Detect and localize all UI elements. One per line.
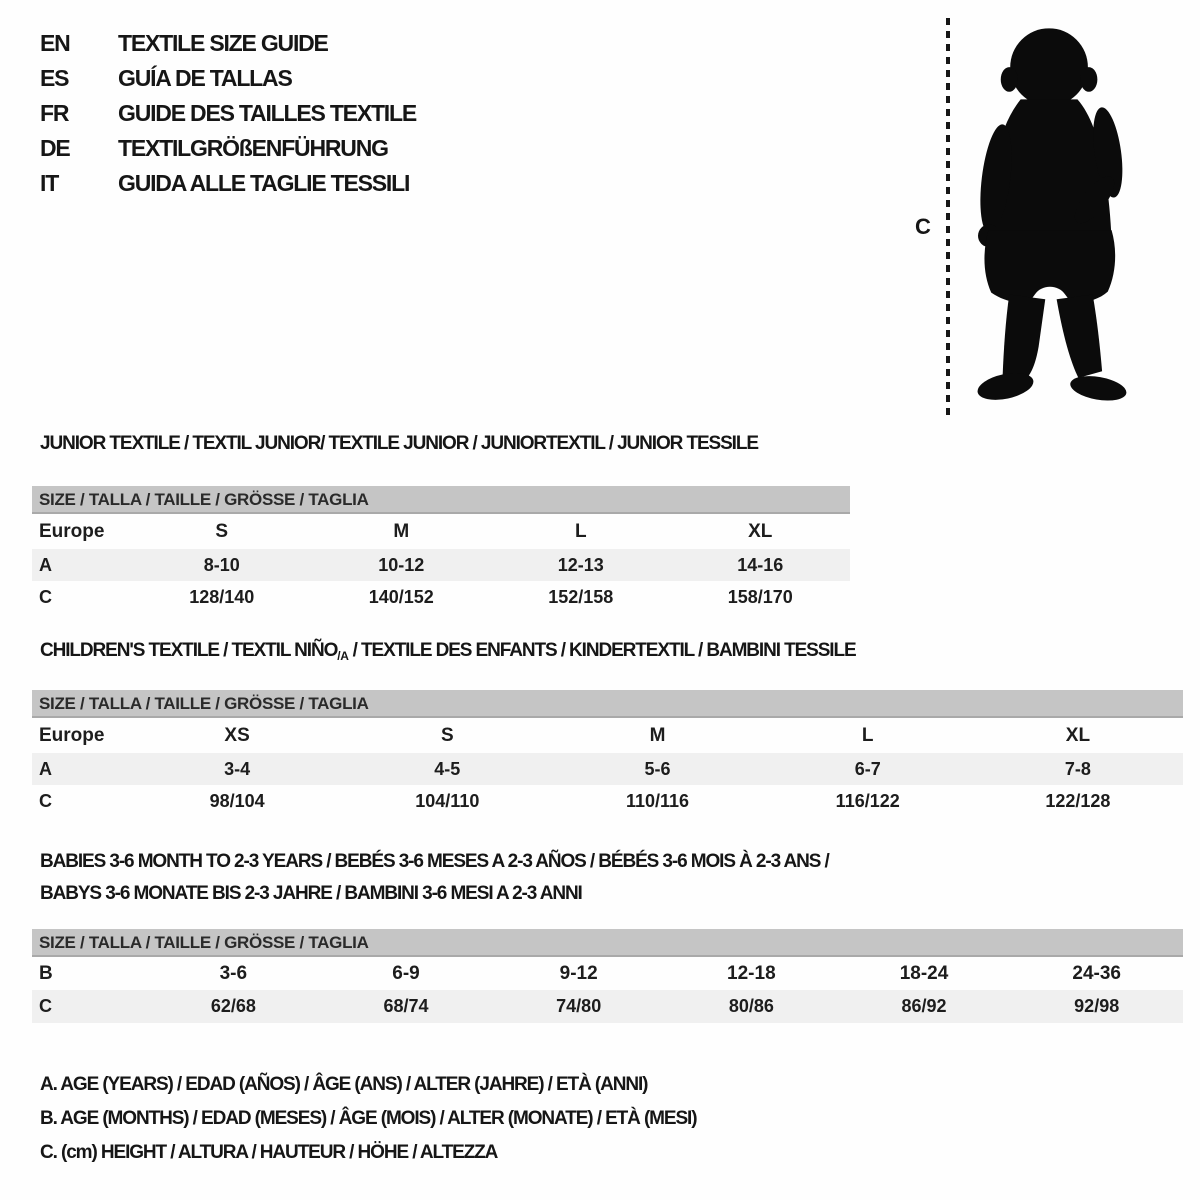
height-cell: 80/86 xyxy=(728,996,774,1016)
height-cell: 98/104 xyxy=(209,790,265,811)
height-cell: 152/158 xyxy=(548,586,614,607)
lang-title: GUIDE DES TAILLES TEXTILE xyxy=(118,100,416,126)
junior-section-heading: JUNIOR TEXTILE / TEXTIL JUNIOR/ TEXTILE JUNIOR / JUNIORTEXTIL / JUNIOR TESSILE xyxy=(40,433,758,454)
age-cell: 10-12 xyxy=(378,554,425,575)
height-cell: 74/80 xyxy=(556,996,602,1016)
height-cell: 104/110 xyxy=(415,790,480,811)
age-cell: 8-10 xyxy=(203,554,240,575)
legend-line-age-months: B. AGE (MONTHS) / EDAD (MESES) / ÂGE (MOIS) / ALTER (MONATE) / ETÀ (MESI) xyxy=(40,1108,697,1129)
months-cell: 24-36 xyxy=(1072,962,1121,984)
age-cell: 12-13 xyxy=(557,554,604,575)
height-cell: 86/92 xyxy=(901,996,947,1016)
childrens-heading-post: / TEXTILE DES ENFANTS / KINDERTEXTIL / BAMBINI TESSILE xyxy=(348,640,856,661)
region-label: Europe xyxy=(39,724,105,746)
age-cell: 6-7 xyxy=(854,758,881,779)
months-cell: 9-12 xyxy=(559,962,598,984)
height-cell: 116/122 xyxy=(835,790,900,811)
months-cell: 3-6 xyxy=(219,962,248,984)
size-column-header: S xyxy=(440,724,454,746)
childrens-heading-sub: /A xyxy=(337,649,349,663)
junior-size-table xyxy=(32,486,850,613)
row-label: B xyxy=(39,962,53,984)
lang-row-en xyxy=(40,26,416,61)
childrens-section-heading xyxy=(40,640,856,667)
age-cell: 5-6 xyxy=(644,758,671,779)
childrens-height-row xyxy=(32,785,1183,817)
junior-height-row xyxy=(32,581,850,613)
height-cell: 92/98 xyxy=(1074,996,1120,1016)
legend-line-height: C. (cm) HEIGHT / ALTURA / HAUTEUR / HÖHE / ALTEZZA xyxy=(40,1142,498,1163)
lang-row-it xyxy=(40,166,416,201)
lang-title: GUIDA ALLE TAGLIE TESSILI xyxy=(118,170,410,196)
lang-code: IT xyxy=(40,170,59,196)
childrens-columns-row xyxy=(32,718,1183,753)
months-cell: 6-9 xyxy=(392,962,420,984)
lang-code: EN xyxy=(40,30,70,56)
lang-title: TEXTILE SIZE GUIDE xyxy=(118,30,328,56)
height-cell: 110/116 xyxy=(625,790,690,811)
height-cell: 158/170 xyxy=(727,586,793,607)
height-cell: 122/128 xyxy=(1045,790,1111,811)
row-label: C xyxy=(39,996,52,1016)
childrens-size-table xyxy=(32,690,1183,817)
babies-section-heading-line2: BABYS 3-6 MONATE BIS 2-3 JAHRE / BAMBINI 3-6 MESI A 2-3 ANNI xyxy=(40,883,582,904)
lang-row-es xyxy=(40,61,416,96)
height-cell: 68/74 xyxy=(383,996,429,1016)
lang-title: GUÍA DE TALLAS xyxy=(118,65,292,91)
lang-code: DE xyxy=(40,135,70,161)
legend-block xyxy=(40,1068,696,1170)
lang-title: TEXTILGRÖßENFÜHRUNG xyxy=(118,135,388,161)
babies-size-table xyxy=(32,929,1183,1023)
lang-row-fr xyxy=(40,96,416,131)
height-measure-label: C xyxy=(915,214,931,239)
lang-row-de xyxy=(40,131,416,166)
size-column-header: XL xyxy=(748,520,773,542)
babies-months-row xyxy=(32,957,1183,990)
age-cell: 7-8 xyxy=(1064,758,1091,779)
height-measure-dashed-line xyxy=(946,18,950,416)
size-column-header: S xyxy=(215,520,229,542)
height-cell: 128/140 xyxy=(189,586,255,607)
size-column-header: L xyxy=(574,520,587,542)
months-cell: 12-18 xyxy=(727,962,776,984)
size-column-header: L xyxy=(861,724,874,746)
age-cell: 4-5 xyxy=(434,758,461,779)
childrens-age-row xyxy=(32,753,1183,785)
lang-code: FR xyxy=(40,100,69,126)
childrens-heading-pre: CHILDREN'S TEXTILE / TEXTIL NIÑO xyxy=(40,640,338,661)
junior-size-band: SIZE / TALLA / TAILLE / GRÖSSE / TAGLIA xyxy=(32,486,850,514)
row-label: C xyxy=(39,586,52,607)
height-cell: 140/152 xyxy=(368,586,434,607)
size-column-header: XS xyxy=(224,724,250,746)
junior-columns-row xyxy=(32,514,850,549)
size-column-header: M xyxy=(393,520,410,542)
junior-age-row xyxy=(32,549,850,581)
language-title-list xyxy=(40,26,416,201)
height-cell: 62/68 xyxy=(210,996,256,1016)
region-label: Europe xyxy=(39,520,105,542)
months-cell: 18-24 xyxy=(899,962,949,984)
babies-section-heading-line1: BABIES 3-6 MONTH TO 2-3 YEARS / BEBÉS 3-6 MESES A 2-3 AÑOS / BÉBÉS 3-6 MOIS À 2-3 ANS / xyxy=(40,851,829,872)
toddler-silhouette-image xyxy=(960,14,1140,414)
size-column-header: XL xyxy=(1065,724,1091,746)
size-column-header: M xyxy=(649,724,666,746)
row-label: A xyxy=(39,554,52,575)
age-cell: 14-16 xyxy=(737,554,784,575)
childrens-size-band: SIZE / TALLA / TAILLE / GRÖSSE / TAGLIA xyxy=(32,690,1183,718)
lang-code: ES xyxy=(40,65,69,91)
babies-size-band: SIZE / TALLA / TAILLE / GRÖSSE / TAGLIA xyxy=(32,929,1183,957)
legend-line-age-years: A. AGE (YEARS) / EDAD (AÑOS) / ÂGE (ANS) / ALTER (JAHRE) / ETÀ (ANNI) xyxy=(40,1074,648,1095)
row-label: C xyxy=(39,790,52,811)
age-cell: 3-4 xyxy=(224,758,251,779)
babies-height-row xyxy=(32,990,1183,1023)
row-label: A xyxy=(39,758,52,779)
